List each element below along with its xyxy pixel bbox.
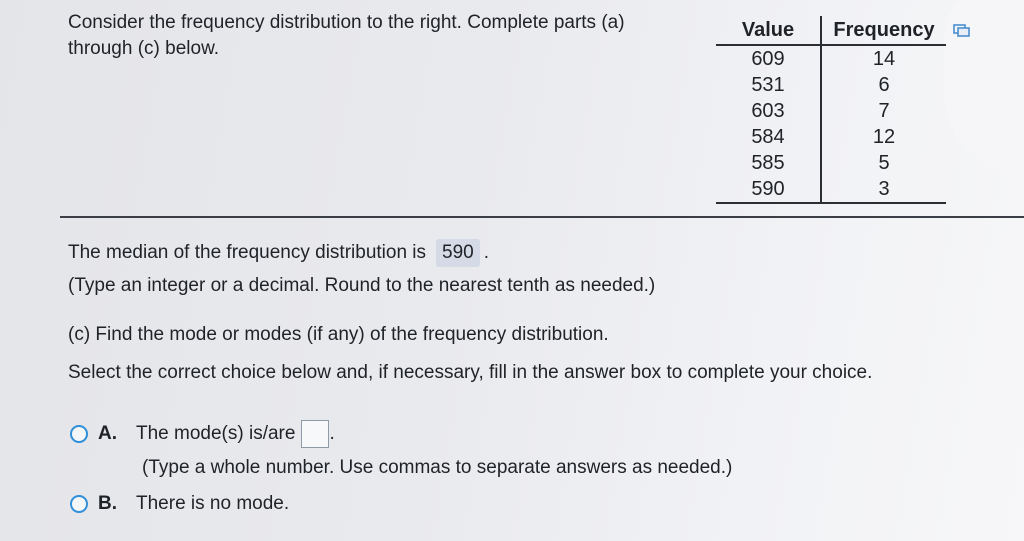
intro-line-1: Consider the frequency distribution to the right. Complete parts (a) — [68, 12, 625, 33]
median-statement — [68, 238, 489, 268]
radio-button-b[interactable] — [70, 495, 88, 513]
choice-a-period: . — [329, 423, 335, 444]
frequency-cell: 12 — [872, 125, 896, 148]
table-row — [716, 98, 946, 124]
value-cell: 584 — [716, 124, 821, 150]
table-row — [716, 45, 946, 72]
choice-b-text: There is no mode. — [136, 493, 290, 514]
median-period: . — [483, 242, 490, 263]
choice-a[interactable] — [70, 420, 335, 448]
value-cell: 603 — [716, 98, 821, 124]
frequency-table — [716, 16, 946, 204]
table-row — [716, 72, 946, 98]
choice-a-letter: A. — [98, 423, 117, 444]
frequency-cell: 14 — [872, 47, 896, 70]
value-cell: 585 — [716, 150, 821, 176]
frequency-header: Frequency — [821, 16, 946, 45]
choice-a-text: The mode(s) is/are — [136, 423, 296, 444]
choice-instruction: Select the correct choice below and, if necessary, fill in the answer box to complete your choice. — [68, 362, 873, 383]
expand-copy-icon[interactable] — [953, 24, 971, 38]
median-answer-box[interactable]: 590 — [436, 239, 480, 267]
value-cell: 609 — [716, 45, 821, 72]
table-row — [716, 124, 946, 150]
table-header-row — [716, 16, 946, 45]
frequency-cell: 5 — [878, 151, 890, 174]
table-row — [716, 150, 946, 176]
part-c-question: (c) Find the mode or modes (if any) of the frequency distribution. — [68, 324, 609, 345]
frequency-cell: 3 — [821, 176, 946, 203]
radio-button-a[interactable] — [70, 425, 88, 443]
median-text: The median of the frequency distribution is — [68, 242, 427, 263]
choice-b-letter: B. — [98, 493, 117, 514]
frequency-cell: 7 — [878, 99, 890, 122]
value-header: Value — [716, 16, 821, 45]
frequency-cell: 6 — [878, 73, 890, 96]
choice-b[interactable] — [70, 493, 289, 515]
median-hint: (Type an integer or a decimal. Round to the nearest tenth as needed.) — [68, 275, 656, 296]
intro-line-2: through (c) below. — [68, 38, 220, 59]
value-cell: 531 — [716, 72, 821, 98]
table-row — [716, 176, 946, 203]
choice-a-hint: (Type a whole number. Use commas to separate answers as needed.) — [142, 457, 733, 478]
mode-answer-box[interactable] — [301, 420, 329, 448]
section-divider — [60, 216, 1024, 218]
question-intro — [68, 10, 718, 62]
value-cell: 590 — [716, 176, 821, 203]
